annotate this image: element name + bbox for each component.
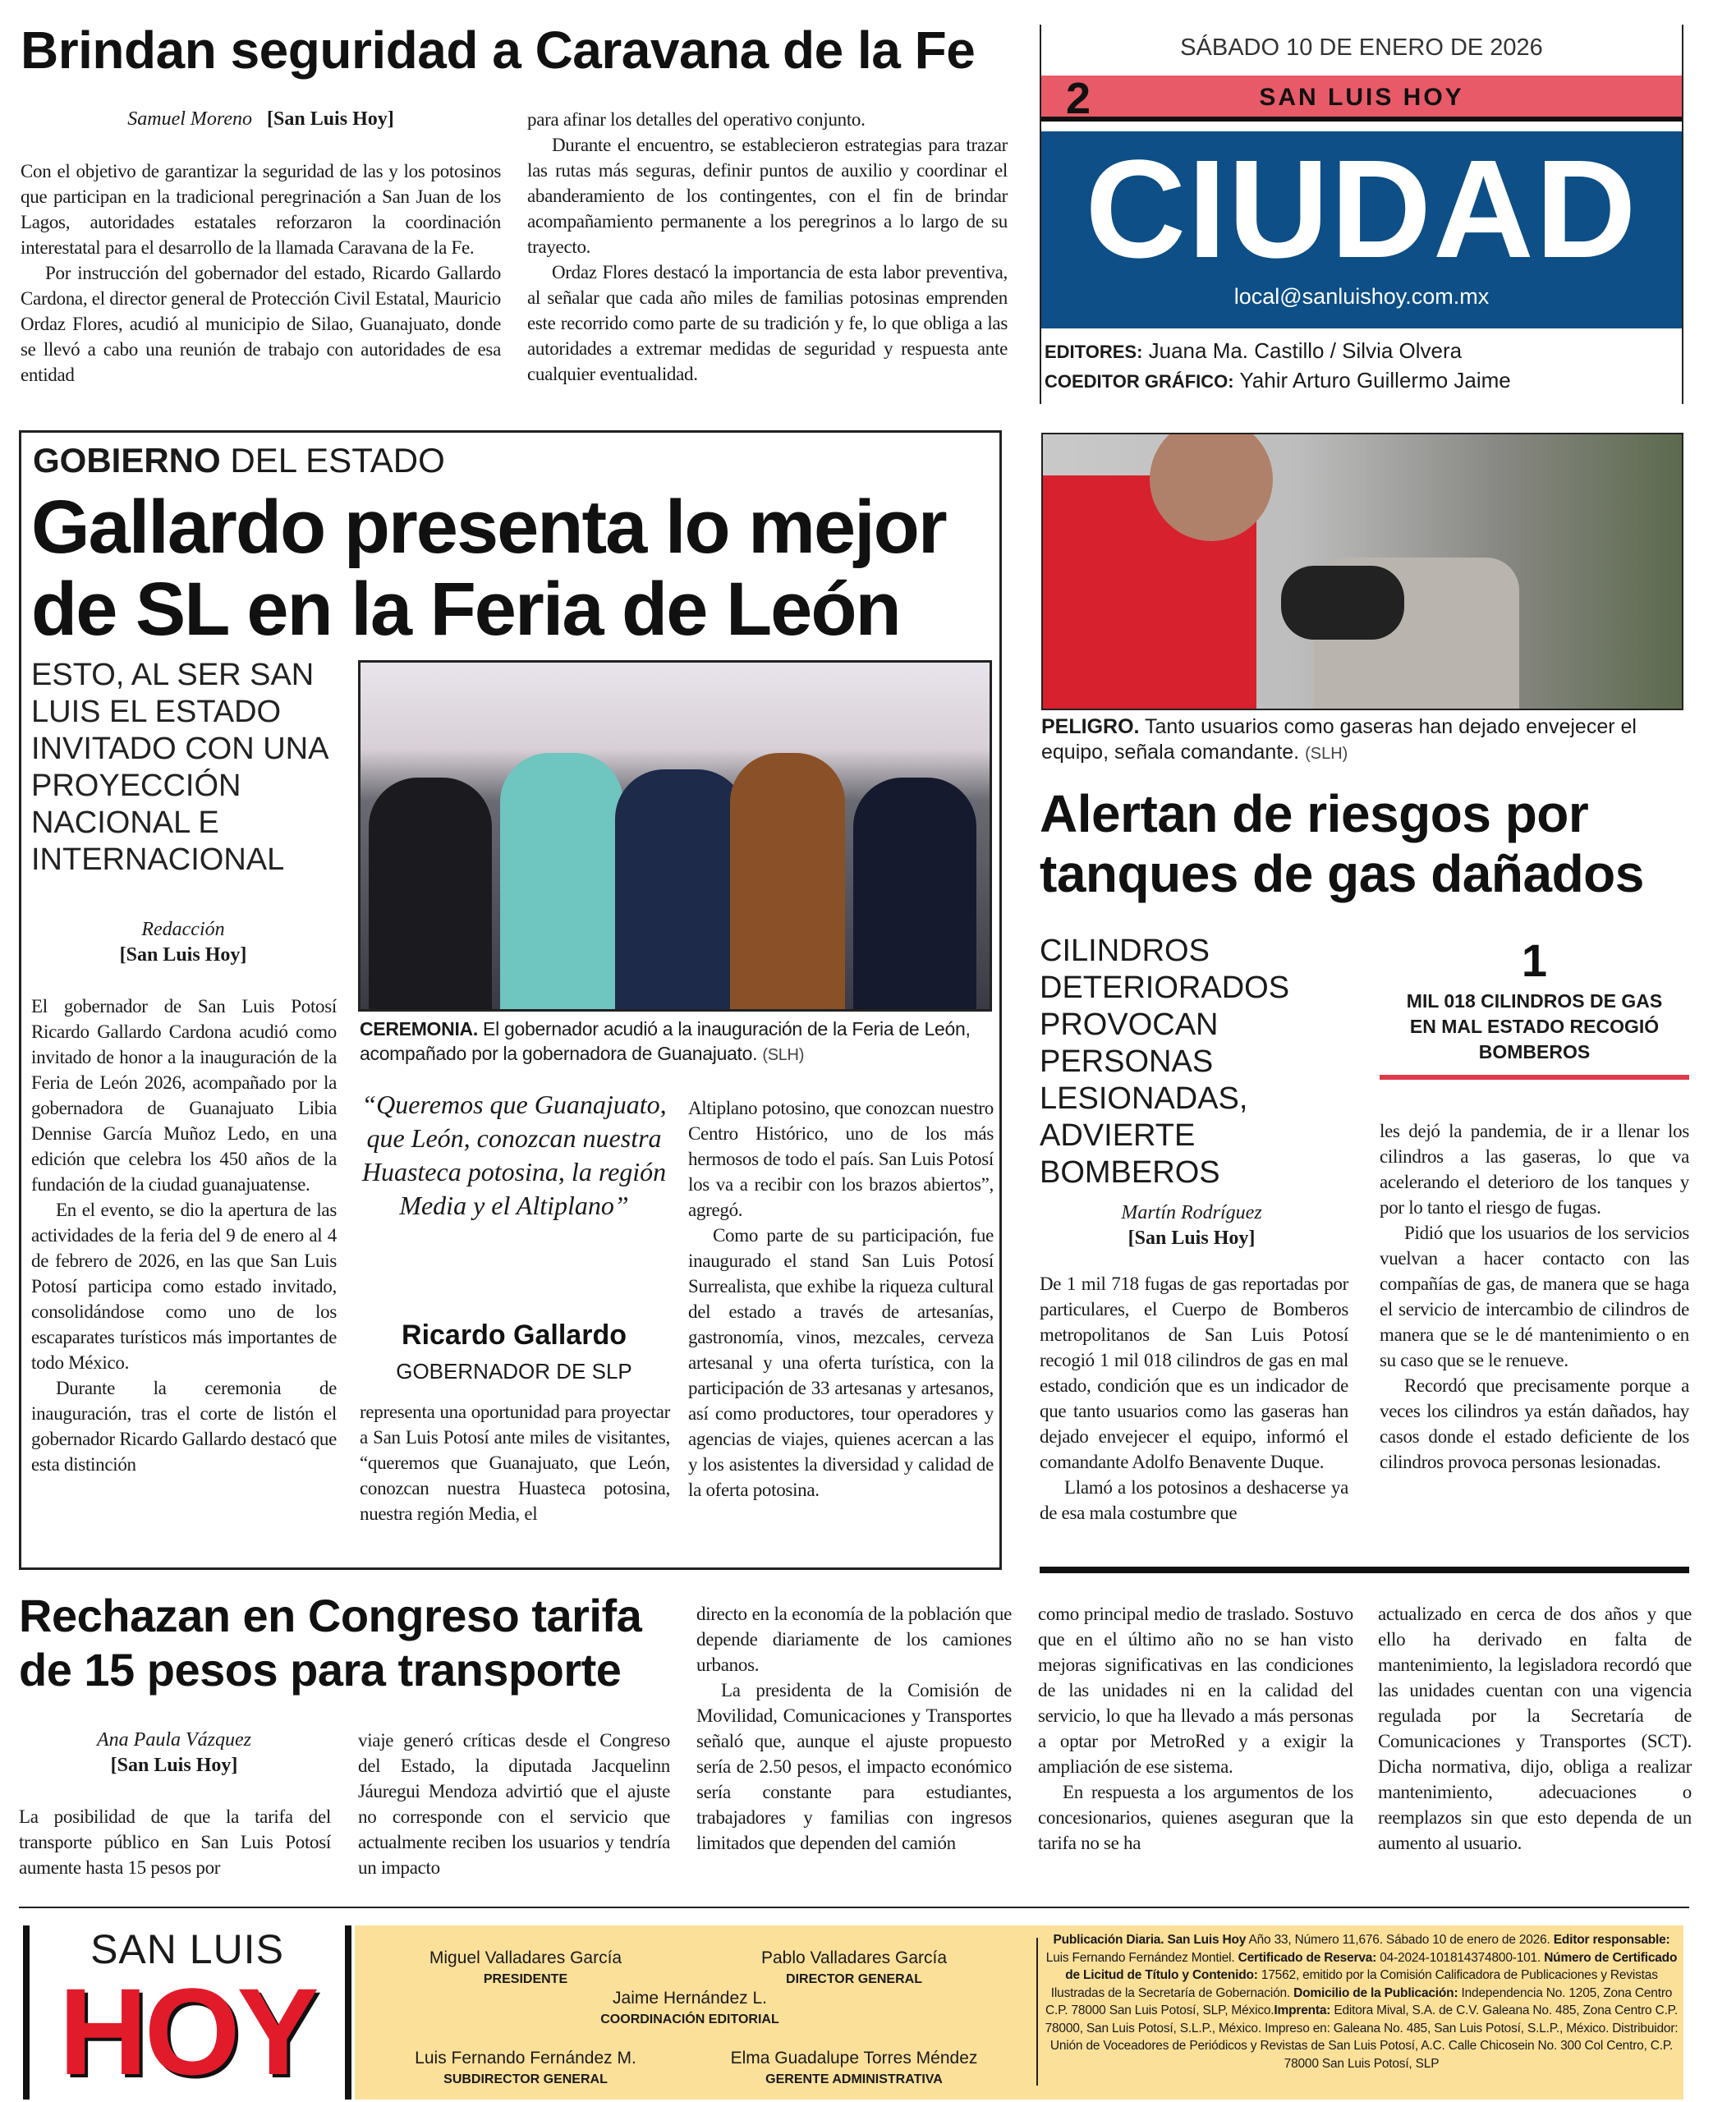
legal-text: 17562, emitido por la Comisión Calificadora de Publicaciones y Revistas Ilustradas de la Secretaría de Gobernación. [1050, 1968, 1658, 2000]
top-byline [21, 107, 501, 132]
staff-member [365, 1948, 686, 1990]
pull-quote: “Queremos que Guanajuato, que León, conozcan nuestra Huasteca potosina, la región Media y el Altiplano” [361, 1090, 667, 1220]
gas-byline [1040, 1200, 1343, 1251]
caption-label: PELIGRO. [1041, 715, 1140, 738]
paragraph: actualizado en cerca de dos años y que ello ha derivado en falta de mantenimiento, la legisladora recordó que las unidades cuentan con una vigencia regulada por la Secretaría de Comunicaciones y Transportes (SCT). Dicha normativa, dijo, obliga a realizar mantenimiento, adecuaciones o reemplazos sin que esto dependa de un aumento al usuario. [1378, 1604, 1692, 1853]
top-col-1 [21, 158, 501, 388]
transport-col-2 [358, 1728, 670, 1880]
paragraph: Durante la ceremonia de inauguración, tras el corte de listón el gobernador Ricardo Gallardo destacó que esta distinción [31, 1378, 337, 1475]
top-headline: Brindan seguridad a Caravana de la Fe [21, 21, 976, 80]
gas-caption [1041, 714, 1690, 767]
paragraph: En el evento, se dio la apertura de las actividades de la feria del 9 de enero al 4 de febrero de 2026, en las que San Luis Potosí participa como estado invitado, consolidándose como uno de los escaparates turísticos más importantes de todo México. [31, 1200, 337, 1373]
feature-byline [31, 917, 335, 968]
section-title: CIUDAD [1085, 131, 1638, 287]
staff-member [694, 1948, 1014, 1990]
paragraph: Pidió que los usuarios de los servicios vuelvan a hacer contacto con las compañías de gas, de manera que se haga el servicio de intercambio de cilindros de manera que se le dé mantenimiento o en su caso que se le renueve. [1380, 1223, 1689, 1370]
paragraph: viaje generó críticas desde el Congreso del Estado, la diputada Jacquelinn Jáuregui Mendoza advirtió que el ajuste no corresponde con el servicio que actualmente reciben los usuarios y tendría un impacto [358, 1730, 670, 1878]
legal-text: Luis Fernando Fernández Montiel. [1045, 1950, 1238, 1965]
transport-byline [19, 1728, 329, 1778]
paragraph: para afinar los detalles del operativo conjunto. [527, 109, 866, 130]
feature-headline: Gallardo presenta lo mejor de SL en la Feria de León [31, 485, 946, 651]
feature-col-1 [31, 994, 337, 1477]
paragraph: La posibilidad de que la tarifa del transporte público en San Luis Potosí aumente hasta 15 pesos por [19, 1806, 331, 1878]
paragraph: directo en la economía de la población que depende diariamente de los camiones urbanos. [696, 1604, 1012, 1675]
paragraph: En respuesta a los argumentos de los concesionarios, quienes aseguran que la tarifa no se ha [1038, 1782, 1353, 1853]
gas-col-1 [1040, 1271, 1348, 1526]
feature-kicker [33, 441, 445, 480]
divider [1040, 1567, 1689, 1573]
kicker-bold: GOBIERNO [33, 441, 221, 480]
caption-credit: (SLH) [1305, 745, 1348, 763]
gas-subhead: CILINDROS DETERIORADOS PROVOCAN PERSONAS LESIONADAS, ADVIERTE BOMBEROS [1040, 934, 1290, 1190]
legal-text: Año 33, Número 11,676. Sábado 10 de enero de 2026. [1246, 1933, 1554, 1947]
editors-names: Juana Ma. Castillo / Silvia Olvera [1148, 338, 1463, 363]
feature-col-3 [688, 1095, 994, 1503]
top-col-2 [527, 107, 1008, 387]
caption-text: El gobernador acudió a la inauguración de la Feria de León, acompañado por la gobernadora de Guanajuato. [360, 1018, 971, 1064]
author: Samuel Moreno [127, 108, 253, 130]
transport-col-3 [696, 1601, 1012, 1856]
staff-role: GERENTE ADMINISTRATIVA [765, 2072, 943, 2086]
feature-subhead: ESTO, AL SER SAN LUIS EL ESTADO INVITADO CON UNA PROYECCIÓN NACIONAL E INTERNACIONAL [31, 658, 328, 877]
paragraph: les dejó la pandemia, de ir a llenar los cilindros a las gaseras, lo que va acelerando el deterioro de los tanques y por lo tanto el riesgo de fugas. [1380, 1121, 1689, 1218]
paragraph: De 1 mil 718 fugas de gas reportadas por particulares, el Cuerpo de Bomberos metropolitanos de San Luis Potosí recogió 1 mil 018 cilindros de gas en mal estado, condición que es un indicador de que tanto usuarios como las gaseras han dejado envejecer el equipo, informó el comandante Adolfo Benavente Duque. [1040, 1274, 1348, 1472]
quote-role: GOBERNADOR DE SLP [396, 1359, 632, 1384]
legal-notice [1043, 1931, 1680, 2072]
legal-label: Imprenta: [1274, 2003, 1331, 2017]
legal-text: Editora Mival, S.A. de C.V. Galeana No. 485, Zona Centro C.P. 78000, San Luis Potosí, S.L.P., México. Impreso en: Galeana No. 485, San Luis Potosí, S.L.P., México. Distribuidor: Unión de Voceadores de Periódicos y Revistas de San Luis Potosí, A.C. Calle Chicosein No. 300 Col Centro, C.P. 78000 San Luis Potosí, SLP [1045, 2003, 1679, 2071]
outlet: [San Luis Hoy] [110, 1755, 238, 1776]
paragraph: El gobernador de San Luis Potosí Ricardo Gallardo Cardona acudió como invitado de honor a la inauguración de la Feria de León 2026, acompañado por la gobernadora de Guanajuato Libia Dennise García Muñoz Ledo, en una edición que celebra los 450 años de la fundación de la ciudad guanajuatense. [31, 996, 337, 1195]
legal-label: Editor responsable: [1553, 1933, 1670, 1947]
gas-col-2 [1380, 1118, 1689, 1475]
legal-label: Publicación Diaria. San Luis Hoy [1053, 1933, 1247, 1947]
caption-credit: (SLH) [762, 1046, 805, 1064]
transport-col-1 [19, 1804, 331, 1880]
stat-box [1380, 936, 1689, 1080]
staff-role: COORDINACIÓN EDITORIAL [600, 2013, 779, 2026]
paragraph: Durante el encuentro, se establecieron estrategias para trazar las rutas más seguras, definir puntos de auxilio y coordinar el abanderamiento de los contingentes, con el fin de brindar acompañamiento permanente a los peregrinos a lo largo de su trayecto. [527, 135, 1008, 257]
footer-logo [23, 1925, 351, 2100]
staff-name: Luis Fernando Fernández M. [415, 2049, 636, 2068]
ceremony-photo [358, 660, 992, 1012]
paragraph: Altiplano potosino, que conozcan nuestro Centro Histórico, uno de los más hermosos de todo el país. San Luis Potosí los va a recibir con los brazos abiertos”, agregó. [688, 1098, 994, 1220]
gas-photo [1041, 433, 1683, 710]
caption-text: Tanto usuarios como gaseras han dejado envejecer el equipo, señala comandante. [1041, 715, 1637, 764]
logo-top: SAN LUIS [90, 1926, 284, 1972]
staff-name: Elma Guadalupe Torres Méndez [730, 2049, 978, 2068]
masthead-date: SÁBADO 10 DE ENERO DE 2026 [1180, 34, 1543, 61]
author: Redacción [141, 919, 225, 940]
author: Martín Rodríguez [1121, 1202, 1262, 1223]
paragraph: Con el objetivo de garantizar la seguridad de las y los potosinos que participan en la tradicional peregrinación a San Juan de los Lagos, autoridades estatales reforzaron la coordinación interestatal para el desarrollo de la llamada Caravana de la Fe. [21, 161, 501, 258]
staff-member [694, 2049, 1014, 2090]
quote-name: Ricardo Gallardo [402, 1319, 627, 1351]
outlet: [San Luis Hoy] [119, 944, 247, 966]
transport-col-4 [1038, 1601, 1353, 1856]
caption-label: CEREMONIA. [360, 1018, 478, 1040]
page-number: 2 [1066, 74, 1091, 123]
paragraph: La presidenta de la Comisión de Movilidad, Comunicaciones y Transportes señaló que, aunque el ajuste propuesto sería de 2.50 pesos, el impacto económico sería constante para estudiantes, trabajadores y familias con ingresos limitados que dependen del camión [696, 1680, 1012, 1853]
paragraph: Llamó a los potosinos a deshacerse ya de esa mala costumbre que [1040, 1477, 1348, 1523]
transport-headline: Rechazan en Congreso tarifa de 15 pesos para transporte [19, 1590, 642, 1696]
legal-text: Independencia No. 1205, Zona Centro C.P. 78000 San Luis Potosí, SLP, México. [1045, 1985, 1673, 2017]
coeditor-label: COEDITOR GRÁFICO: [1045, 371, 1234, 392]
coeditor-name: Yahir Arturo Guillermo Jaime [1239, 368, 1511, 392]
transport-col-5 [1378, 1601, 1692, 1856]
stat-text: MIL 018 CILINDROS DE GAS EN MAL ESTADO RECOGIÓ BOMBEROS [1406, 990, 1663, 1062]
editors [1045, 337, 1677, 396]
stat-number: 1 [1521, 934, 1548, 986]
paragraph: Por instrucción del gobernador del estado, Ricardo Gallardo Cardona, el director general de Protección Civil Estatal, Mauricio Ordaz Flores, acudió al municipio de Silao, Guanajuato, donde se llevó a cabo una reunión de trabajo con autoridades de esa entidad [21, 263, 501, 385]
staff-role: SUBDIRECTOR GENERAL [443, 2072, 608, 2086]
section-banner [1041, 131, 1682, 328]
logo-bottom: HOY [58, 1962, 316, 2100]
staff-role: DIRECTOR GENERAL [786, 1972, 922, 1986]
legal-label: Certificado de Reserva: [1238, 1950, 1377, 1965]
staff-member [365, 2049, 686, 2090]
paragraph: representa una oportunidad para proyectar a San Luis Potosí ante miles de visitantes, “queremos que Guanajuato, que León, conozcan nuestra Huasteca potosina, nuestra región Media, el [360, 1402, 670, 1524]
paragraph: Ordaz Flores destacó la importancia de esta labor preventiva, al señalar que cada año miles de familias potosinas emprenden este recorrido como parte de su tradición y fe, lo que obliga a las autoridades a extremar medidas de seguridad y respuesta ante cualquier eventualidad. [527, 262, 1008, 384]
paragraph: Recordó que precisamente porque a veces los cilindros ya están dañados, hay casos donde el estado deficiente de los cilindros provoca personas lesionadas. [1380, 1375, 1689, 1472]
ceremony-caption [360, 1017, 996, 1067]
outlet: [San Luis Hoy] [267, 108, 394, 130]
divider [19, 1907, 1689, 1908]
paragraph: como principal medio de traslado. Sostuvo que en el último año no se han visto mejoras significativas en las condiciones de las unidades ni en la calidad del servicio, lo que ha llevado a más personas a optar por MetroRed y a exigir la ampliación de ese sistema. [1038, 1604, 1353, 1777]
editors-label: EDITORES: [1045, 342, 1143, 362]
staff-name: Pablo Valladares García [760, 1948, 948, 1967]
kicker-rest: DEL ESTADO [230, 441, 445, 480]
staff-name: Jaime Hernández L. [613, 1989, 767, 2008]
legal-label: Número de Certificado de Licitud de Título y Contenido: [1065, 1950, 1678, 1982]
legal-label: Domicilio de la Publicación: [1293, 1985, 1458, 2000]
gas-headline: Alertan de riesgos por tanques de gas dañados [1040, 784, 1644, 903]
staff-member [530, 1989, 850, 2030]
staff-name: Miguel Valladares García [429, 1948, 622, 1967]
feature-col-2 [360, 1399, 670, 1526]
paragraph: Como parte de su participación, fue inaugurado el stand San Luis Potosí Surrealista, que exhibe la riqueza cultural del estado a través de artesanías, gastronomía, vinos, mezcales, cerveza artesanal y una oferta turística, con la participación de 33 artesanas y artesanos, así como productores, tour operadores y agencias de viajes, quienes acercan a las y los asistentes la diversidad y calidad de la oferta potosina. [688, 1225, 994, 1500]
outlet: [San Luis Hoy] [1127, 1228, 1256, 1249]
masthead-red-band [1041, 76, 1682, 122]
section-email[interactable]: local@sanluishoy.com.mx [1233, 284, 1490, 309]
legal-text: 04-2024-101814374800-101. [1376, 1950, 1545, 1965]
paper-name: SAN LUIS HOY [1259, 84, 1464, 111]
staff-role: PRESIDENTE [483, 1972, 568, 1986]
author: Ana Paula Vázquez [97, 1729, 251, 1751]
